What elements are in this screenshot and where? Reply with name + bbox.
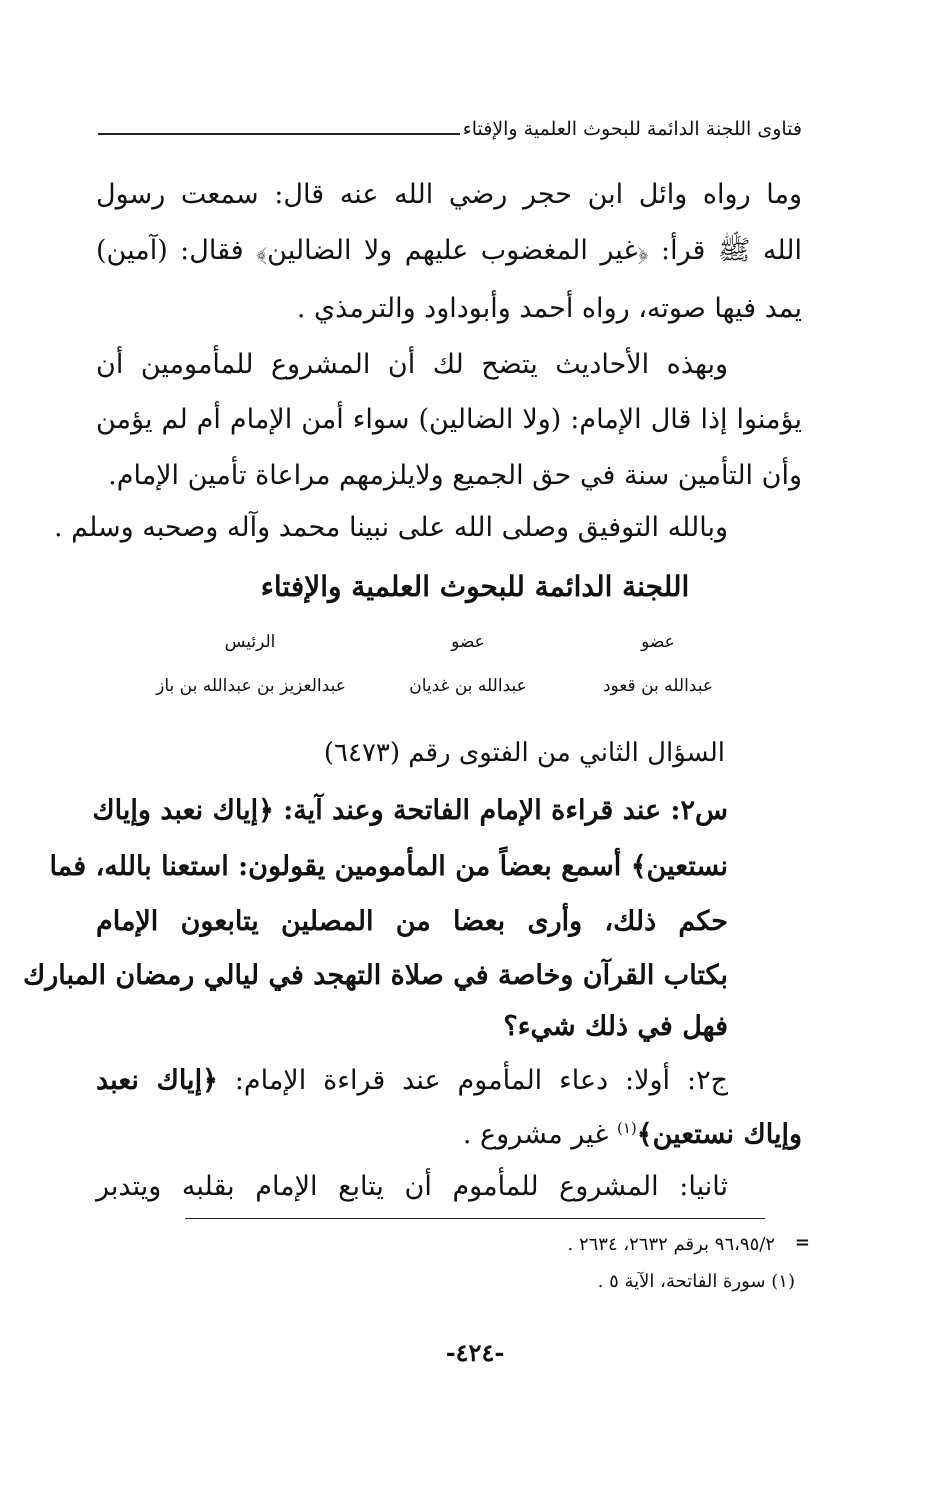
answer-line (96, 1120, 802, 1150)
signatory-name: عبدالله بن غديان (409, 676, 527, 696)
question-line: بكتاب القرآن وخاصة في صلاة التهجد في ليالي رمضان المبارك (22, 960, 728, 991)
signatory-name: عبدالله بن قعود (602, 676, 713, 696)
answer-quote: وإياك نستعين﴾ (636, 1119, 802, 1150)
footnote-ref: (١) (616, 1119, 637, 1137)
signatory-role: عضو (451, 632, 485, 652)
footnote-rule (185, 1218, 765, 1219)
body-line: وأن التأمين سنة في حق الجميع ولايلزمهم مراعاة تأمين الإمام. (108, 460, 802, 491)
question-line: نستعين﴾ أسمع بعضاً من المأمومين يقولون: استعنا بالله، فما (49, 851, 728, 882)
running-header: فتاوى اللجنة الدائمة للبحوث العلمية والإفتاء (462, 118, 802, 140)
question-line: فهل في ذلك شيء؟ (503, 1011, 728, 1042)
answer-text: غير مشروع . (462, 1119, 617, 1150)
footnote: (١) سورة الفاتحة، الآية ٥ . (597, 1271, 795, 1292)
footnote-continuation-mark: = (794, 1232, 810, 1253)
question-title: السؤال الثاني من الفتوى رقم (٦٤٧٣) (323, 738, 725, 768)
body-line: يؤمنوا إذا قال الإمام: (ولا الضالين) سواء أمن الإمام أم لم يؤمن (96, 404, 802, 435)
question-line: س٢: عند قراءة الإمام الفاتحة وعند آية: ﴿إياك نعبد وإياك (92, 795, 728, 826)
footnote-continued: ٩٦،٩٥/٢ برقم ٢٦٣٢، ٢٦٣٤ . (567, 1234, 775, 1255)
body-line: يمد فيها صوته، رواه أحمد وأبوداود والترمذي . (296, 293, 802, 324)
committee-title: اللجنة الدائمة للبحوث العلمية والإفتاء (260, 570, 690, 603)
page-number: -٤٢٤- (445, 1338, 505, 1367)
signatory-role: عضو (641, 632, 675, 652)
question-line: حكم ذلك، وأرى بعضا من المصلين يتابعون الإمام (96, 906, 728, 937)
answer-line (96, 1066, 728, 1096)
signatory-role: الرئيس (224, 632, 276, 652)
body-line: وبالله التوفيق وصلى الله على نبينا محمد وآله وصحبه وسلم . (53, 512, 728, 543)
body-line: وبهذه الأحاديث يتضح لك أن المشروع للمأمومين أن (96, 349, 728, 380)
body-line: الله ﷺ قرأ: ﴿غير المغضوب عليهم ولا الضالين﴾ فقال: (آمين) (96, 235, 802, 266)
answer-quote: ﴿إياك نعبد (96, 1065, 218, 1096)
body-line: وما رواه وائل ابن حجر رضي الله عنه قال: سمعت رسول (96, 179, 802, 210)
answer-line: ثانيا: المشروع للمأموم أن يتابع الإمام بقلبه ويتدبر (96, 1171, 728, 1202)
answer-text: ج٢: أولا: دعاء المأموم عند قراءة الإمام: (217, 1065, 729, 1096)
header-rule (98, 133, 460, 135)
signatory-name: عبدالعزيز بن عبدالله بن باز (156, 676, 346, 696)
